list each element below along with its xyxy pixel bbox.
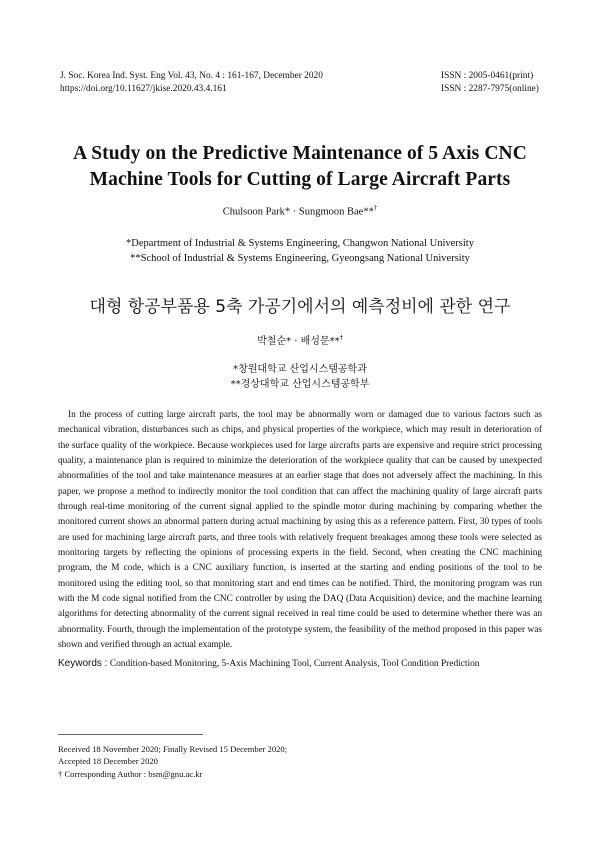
affiliations-english xyxy=(40,236,560,266)
author-names-korean: 박철순* · 배성문** xyxy=(257,336,340,347)
title-line-1: A Study on the Predictive Maintenance of 5 Axis CNC xyxy=(73,143,527,164)
abstract xyxy=(58,408,542,654)
corresponding-email: Corresponding Author : bsm@gnu.ac.kr xyxy=(62,768,203,779)
affiliation-korean-2: **경상대학교 산업시스템공학부 xyxy=(230,379,370,390)
title-line-2: Machine Tools for Cutting of Large Aircraft Parts xyxy=(89,169,511,190)
affiliation-1: *Department of Industrial & Systems Engineering, Changwon National University xyxy=(126,238,474,249)
paper-title-korean: 대형 항공부품용 5축 가공기에서의 예측정비에 관한 연구 xyxy=(89,297,511,317)
journal-header-left xyxy=(60,70,323,96)
doi-link[interactable]: https://doi.org/10.11627/jkise.2020.43.4.161 xyxy=(60,84,227,94)
corresponding-dagger-mark: † xyxy=(58,768,63,779)
authors-korean xyxy=(40,332,560,347)
keywords-label: Keywords : xyxy=(58,658,108,669)
keywords-text: Condition-based Monitoring, 5-Axis Machining Tool, Current Analysis, Tool Condition Prediction xyxy=(109,659,480,669)
footnotes xyxy=(58,743,287,780)
journal-citation: J. Soc. Korea Ind. Syst. Eng Vol. 43, No. 4 : 161-167, December 2020 xyxy=(60,71,323,81)
issn-online: ISSN : 2287-7975(online) xyxy=(441,84,539,94)
affiliation-korean-1: *창원대학교 산업시스템공학과 xyxy=(233,364,367,375)
author-names: Chulsoon Park* · Sungmoon Bae** xyxy=(222,206,374,218)
authors-english xyxy=(40,205,560,218)
corresponding-dagger-korean: † xyxy=(339,333,343,342)
issn-print: ISSN : 2005-0461(print) xyxy=(441,71,534,81)
abstract-text: In the process of cutting large aircraft parts, the tool may be abnormally worn or damaged due to various factors such as mechanical vibration, disturbances such as chips, and physical properties of the workpiece, which may result in deterioration of the surface quality of the workpiece. Because workpieces used for large aircrafts parts are expensive and require strict processing quality, a maintenance plan is required to minimize the deterioration of the workpiece quality that can be caused by unexpected abnormalities of the tool and take maintenance measures at an earlier stage that does not adversely affect the machining. In this paper, we propose a method to indirectly monitor the tool condition that can affect the machining quality of large aircraft parts through real-time monitoring of the current signal applied to the spindle motor during machining by comparing whether the monitored current shows an abnormal pattern during actual machining by using this as a reference pattern. First, 30 types of tools are used for machining large aircraft parts, and three tools with relatively frequent breakages among these tools were selected as monitoring targets by reflecting the opinions of processing experts in the field. Second, when creating the CNC machining program, the M code, which is a CNC auxiliary function, is inserted at the starting and ending positions of the tool to be monitored using the editing tool, so that monitoring start and end times can be notified. Third, the monitoring program was run with the M code signal notified from the CNC controller by using the DAQ (Data Acquisition) device, and the machine learning algorithms for detecting abnormality of the current signal received in real time could be used to determine whether there was an abnormality. Fourth, through the implementation of the prototype system, the feasibility of the method proposed in this paper was shown and verified through an actual example. xyxy=(58,410,542,651)
footnote-divider xyxy=(58,734,203,735)
accepted-date: Accepted 18 December 2020 xyxy=(58,756,158,767)
journal-header-right xyxy=(441,70,539,96)
affiliation-2: **School of Industrial & Systems Engineering, Gyeongsang National University xyxy=(130,253,470,264)
received-date: Received 18 November 2020; Finally Revised 15 December 2020; xyxy=(58,744,288,754)
affiliations-korean xyxy=(40,362,560,392)
corresponding-author xyxy=(58,768,287,780)
corresponding-dagger: † xyxy=(373,205,378,212)
paper-title-english xyxy=(40,141,560,193)
keywords xyxy=(58,658,542,669)
